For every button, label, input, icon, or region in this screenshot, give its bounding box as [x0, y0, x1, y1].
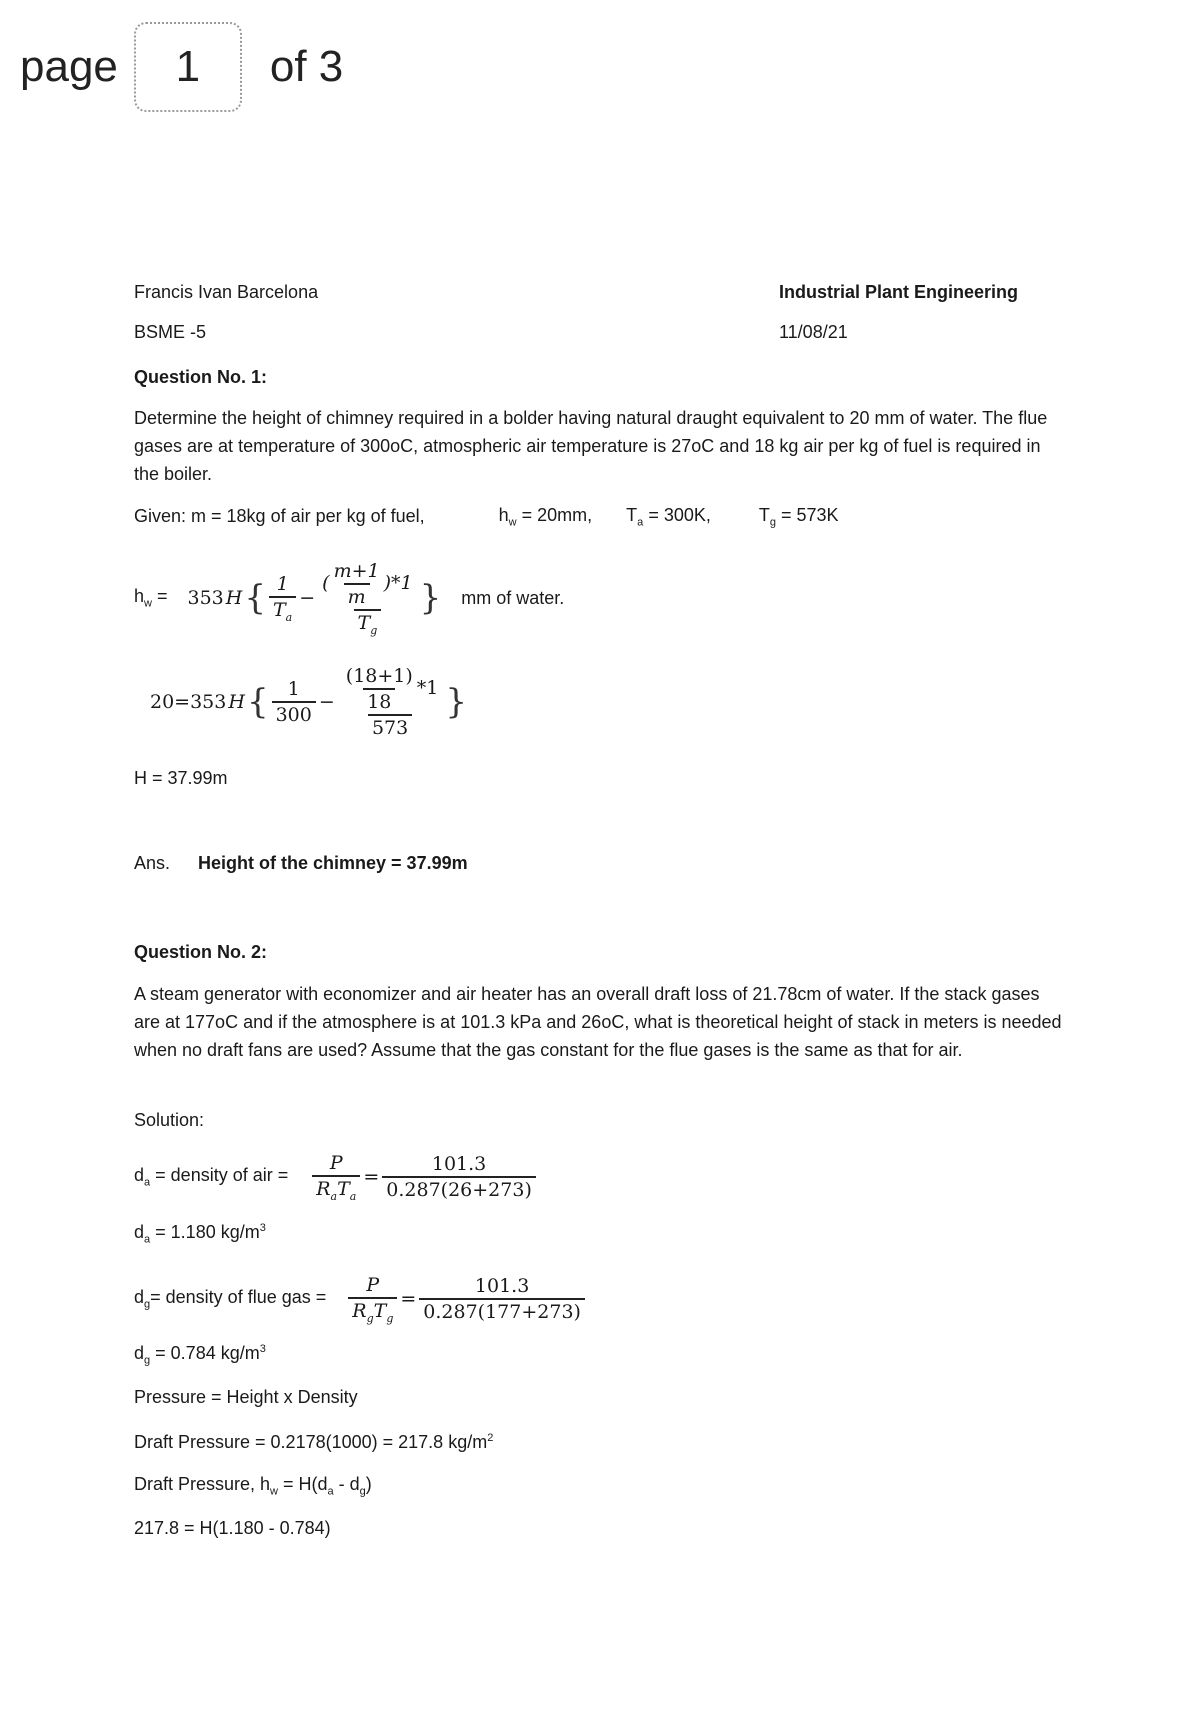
given-ta: $T_a = 300K$,: [626, 505, 711, 529]
question-1-result: H = 37.99m: [134, 768, 228, 788]
document-date: 11/08/21: [779, 322, 848, 342]
question-2-title: Question No. 2:: [134, 942, 268, 962]
page-label: page: [20, 42, 118, 91]
draft-pressure-formula: Draft Pressure, $h_w = H(d_a - d_g)$: [134, 1474, 372, 1498]
question-1-given: [134, 505, 839, 529]
draught-substitution: 20=353 H { $\frac{1}{300}$ − $\frac{(18+1)}{18}$ *1 573 }: [150, 665, 468, 739]
page-navigator: [20, 22, 343, 112]
given-label: Given: m = 18kg of air per kg of fuel,: [134, 506, 425, 527]
draft-pressure-value: Draft Pressure = 0.2178(1000) = 217.8 $kg/m^2$: [134, 1432, 494, 1452]
draught-formula: $h_w$ = 353 H { $\frac{1}{T_a}$ − ( $\frac{m+1}{m}$ )*1 $T_g$ } mm of water.: [134, 559, 565, 637]
flue-gas-density-value: $d_g = 0.784$ $kg/m^3$: [134, 1343, 266, 1367]
question-2-problem: A steam generator with economizer and air heater has an overall draft loss of 21.78cm of water. If the stack gases are at 177oC and if the atmosphere is at 101.3 kPa and 26oC, what is theoretical height of stack in meters is needed when no draft fans are used? Assume that the gas constant for the flue gases is the same as that for air.: [134, 984, 1062, 1060]
given-tg: $T_g = 573K$: [758, 505, 839, 529]
page-count-label: of 3: [269, 42, 344, 91]
course-title: Industrial Plant Engineering: [779, 282, 1019, 302]
solution-label: Solution:: [134, 1110, 205, 1130]
question-1-answer: Ans. Height of the chimney = 37.99m: [134, 853, 468, 873]
student-section: BSME -5: [134, 322, 207, 342]
pressure-relation: Pressure = Height x Density: [134, 1387, 358, 1407]
given-hw: $h_w = 20mm$,: [498, 505, 593, 529]
question-1-title: Question No. 1:: [134, 367, 268, 387]
air-density-value: $d_a = 1.180$ $kg/m^3$: [134, 1222, 266, 1246]
air-density-formula: $d_a$ = density of air = $\frac{P}{R_aT_a}$ = $\frac{101.3}{0.287(26+273)}$: [134, 1145, 539, 1209]
flue-gas-density-formula: $d_g=$ density of flue gas = $\frac{P}{R_gT_g}$ = $\frac{101.3}{0.287(177+273)}$: [134, 1267, 588, 1331]
student-name: Francis Ivan Barcelona: [134, 282, 319, 302]
question-1-problem: Determine the height of chimney required in a bolder having natural draught equivalent to 20 mm of water. The flue gases are at temperature of 300oC, atmospheric air temperature is 27oC and 18 kg air per kg of fuel is required in the boiler.: [134, 408, 1048, 484]
draft-equation-substituted: 217.8 = H(1.180 - 0.784): [134, 1518, 331, 1538]
page-number-input[interactable]: 1: [134, 22, 242, 112]
